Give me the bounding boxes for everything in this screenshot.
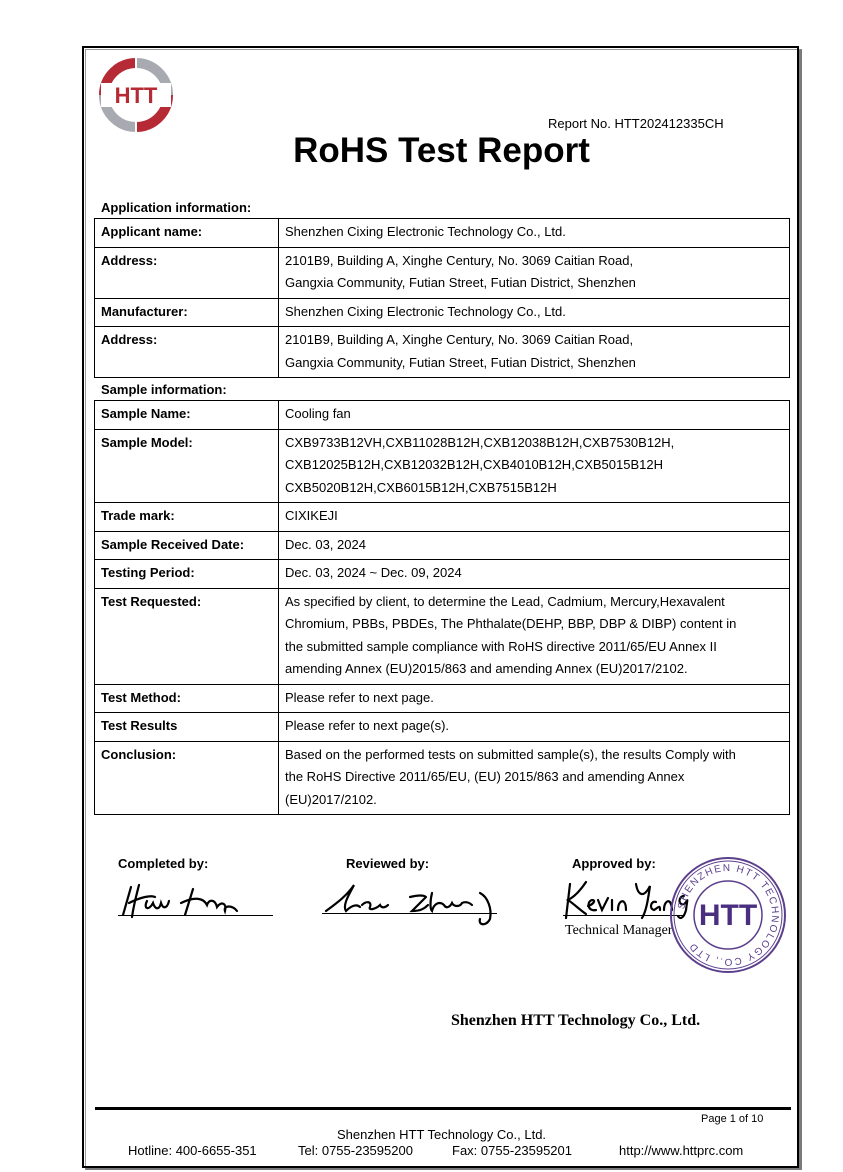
table-row — [95, 298, 790, 327]
table-row — [95, 684, 790, 713]
row-label: Test Requested: — [95, 588, 279, 684]
row-value: Shenzhen Cixing Electronic Technology Co., Ltd. — [279, 219, 790, 248]
table-row — [95, 503, 790, 532]
approver-title: Technical Manager — [565, 923, 673, 938]
row-label: Address: — [95, 327, 279, 378]
completed-by-label: Completed by: — [118, 856, 209, 871]
row-label: Manufacturer: — [95, 298, 279, 327]
row-value: 2101B9, Building A, Xinghe Century, No. 3069 Caitian Road, Gangxia Community, Futian Street, Futian District, Shenzhen — [279, 327, 790, 378]
sample-info-heading: Sample information: — [101, 382, 227, 397]
reviewed-by-label: Reviewed by: — [346, 856, 430, 871]
footer-fax: Fax: 0755-23595201 — [452, 1143, 572, 1158]
signature-completed-icon — [115, 875, 275, 925]
table-row — [95, 531, 790, 560]
row-label: Test Results — [95, 713, 279, 742]
table-row — [95, 219, 790, 248]
svg-text:SHENZHEN HTT TECHNOLOGY CO., L: SHENZHEN HTT TECHNOLOGY CO., LTD — [676, 862, 781, 968]
row-value: Please refer to next page(s). — [279, 713, 790, 742]
row-label: Address: — [95, 247, 279, 298]
table-row — [95, 560, 790, 589]
signature-line-reviewed — [322, 913, 497, 914]
page-title: RoHS Test Report — [293, 131, 590, 170]
footer-hotline: Hotline: 400-6655-351 — [128, 1143, 257, 1158]
table-row — [95, 429, 790, 503]
company-stamp-icon — [668, 855, 788, 975]
row-value: Based on the performed tests on submitted sample(s), the results Comply with the RoHS Directive 2011/65/EU, (EU) 2015/863 and amending Annex (EU)2017/2102. — [279, 741, 790, 815]
row-value: CIXIKEJI — [279, 503, 790, 532]
table-row — [95, 247, 790, 298]
row-label: Sample Received Date: — [95, 531, 279, 560]
report-number: Report No. HTT202412335CH — [548, 116, 724, 131]
row-label: Conclusion: — [95, 741, 279, 815]
signature-line-approved — [563, 915, 683, 916]
sample-info-table — [94, 400, 790, 815]
footer-divider — [95, 1107, 791, 1110]
row-value: 2101B9, Building A, Xinghe Century, No. 3069 Caitian Road, Gangxia Community, Futian Street, Futian District, Shenzhen — [279, 247, 790, 298]
footer-tel: Tel: 0755-23595200 — [298, 1143, 413, 1158]
application-info-heading: Application information: — [101, 200, 252, 215]
row-value: CXB9733B12VH,CXB11028B12H,CXB12038B12H,CXB7530B12H, CXB12025B12H,CXB12032B12H,CXB4010B12H,CXB5015B12H CXB5020B12H,CXB6015B12H,CXB7515B12H — [279, 429, 790, 503]
table-row — [95, 713, 790, 742]
footer-company: Shenzhen HTT Technology Co., Ltd. — [336, 1127, 547, 1142]
row-value: Please refer to next page. — [279, 684, 790, 713]
page-number: Page 1 of 10 — [701, 1113, 764, 1125]
row-label: Sample Model: — [95, 429, 279, 503]
footer-website-link[interactable]: http://www.httprc.com — [619, 1143, 744, 1158]
htt-logo-icon — [98, 57, 174, 133]
row-value: Dec. 03, 2024 — [279, 531, 790, 560]
table-row — [95, 741, 790, 815]
application-info-table — [94, 218, 790, 378]
row-value: Cooling fan — [279, 401, 790, 430]
svg-text:HTT: HTT — [698, 899, 758, 932]
svg-text:HTT: HTT — [114, 83, 158, 108]
row-value: Dec. 03, 2024 ~ Dec. 09, 2024 — [279, 560, 790, 589]
row-value: As specified by client, to determine the Lead, Cadmium, Mercury,Hexavalent Chromium, PBBs, PBDEs, The Phthalate(DEHP, BBP, DBP & DIBP) content in the submitted sample compliance with RoHS directive 2011/65/EU Annex II amending Annex (EU)2015/863 and amending Annex (EU)2017/2102. — [279, 588, 790, 684]
table-row — [95, 401, 790, 430]
signature-line-completed — [118, 915, 273, 916]
issuing-company: Shenzhen HTT Technology Co., Ltd. — [451, 1012, 701, 1029]
approved-by-label: Approved by: — [572, 856, 656, 871]
table-row — [95, 327, 790, 378]
row-label: Sample Name: — [95, 401, 279, 430]
row-label: Trade mark: — [95, 503, 279, 532]
row-label: Applicant name: — [95, 219, 279, 248]
row-label: Testing Period: — [95, 560, 279, 589]
row-label: Test Method: — [95, 684, 279, 713]
row-value: Shenzhen Cixing Electronic Technology Co., Ltd. — [279, 298, 790, 327]
table-row — [95, 588, 790, 684]
signature-reviewed-icon — [320, 875, 500, 930]
